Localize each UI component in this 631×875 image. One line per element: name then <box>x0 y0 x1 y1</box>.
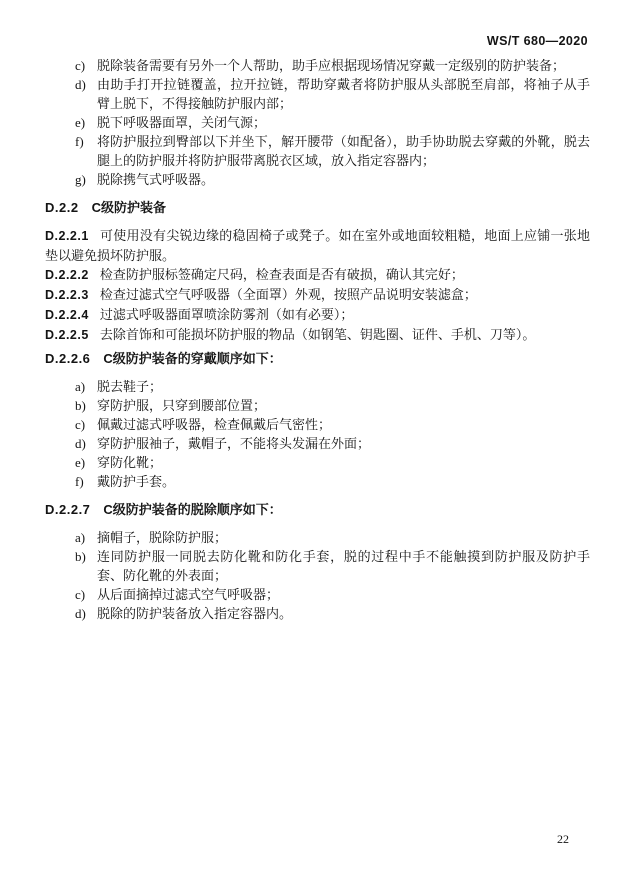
item-text: 由助手打开拉链覆盖，拉开拉链，帮助穿戴者将防护服从头部脱至肩部，将袖子从手臂上脱下，不得接触防护服内部； <box>97 77 590 111</box>
intro-doffing-list <box>45 56 590 189</box>
item-label: c) <box>75 417 86 432</box>
clause-text: 过滤式呼吸器面罩喷涂防雾剂（如有必要）； <box>99 307 354 322</box>
item-label: c) <box>75 587 86 602</box>
item-label: f) <box>75 474 84 489</box>
standard-code: WS/T 680—2020 <box>486 34 588 48</box>
donning-list <box>45 377 590 491</box>
doffing-section-heading <box>45 500 590 519</box>
item-label: b) <box>75 398 86 413</box>
section-number: D.2.2.6 <box>45 351 91 366</box>
item-text: 穿防护服，只穿到腰部位置； <box>97 398 267 413</box>
clause-text: 去除首饰和可能损坏防护服的物品（如钢笔、钥匙圈、证件、手机、刀等）。 <box>99 327 536 342</box>
list-item <box>45 377 590 396</box>
item-label: e) <box>75 115 86 130</box>
list-item <box>45 396 590 415</box>
list-item <box>45 528 590 547</box>
clause-number: D.2.2.3 <box>45 288 89 302</box>
item-text: 佩戴过滤式呼吸器，检查佩戴后气密性； <box>97 417 332 432</box>
item-text: 穿防化靴； <box>97 455 163 470</box>
item-label: a) <box>75 379 86 394</box>
clause-block <box>45 226 590 345</box>
clause <box>45 305 590 325</box>
clause-number: D.2.2.1 <box>45 229 89 243</box>
item-text: 从后面摘掉过滤式空气呼吸器； <box>97 587 280 602</box>
list-item <box>45 453 590 472</box>
item-text: 脱除装备需要有另外一个人帮助，助手应根据现场情况穿戴一定级别的防护装备； <box>97 58 566 73</box>
list-item <box>45 547 590 585</box>
list-item <box>45 604 590 623</box>
clause <box>45 325 590 345</box>
item-text: 脱除的防护装备放入指定容器内。 <box>97 606 293 621</box>
item-label: c) <box>75 58 86 73</box>
item-label: a) <box>75 530 86 545</box>
item-label: d) <box>75 436 86 451</box>
section-heading <box>45 198 590 217</box>
section-title: C级防护装备 <box>91 200 166 215</box>
clause-text: 检查过滤式空气呼吸器（全面罩）外观，按照产品说明安装滤盒； <box>99 287 477 302</box>
item-text: 摘帽子，脱除防护服； <box>97 530 228 545</box>
item-label: d) <box>75 77 86 92</box>
doffing-list <box>45 528 590 623</box>
list-item <box>45 113 590 132</box>
page-number: 22 <box>557 832 569 846</box>
item-label: f) <box>75 134 84 149</box>
list-item <box>45 56 590 75</box>
item-label: d) <box>75 606 86 621</box>
item-text: 脱去鞋子； <box>97 379 163 394</box>
clause-number: D.2.2.2 <box>45 268 89 282</box>
section-number: D.2.2.7 <box>45 502 91 517</box>
section-number: D.2.2 <box>45 200 79 215</box>
clause <box>45 285 590 305</box>
item-text: 脱除携气式呼吸器。 <box>97 172 215 187</box>
list-item <box>45 415 590 434</box>
list-item <box>45 472 590 491</box>
list-item <box>45 170 590 189</box>
item-label: b) <box>75 549 86 564</box>
section-title: C级防护装备的穿戴顺序如下： <box>103 351 282 366</box>
item-text: 穿防护服袖子，戴帽子，不能将头发漏在外面； <box>97 436 371 451</box>
item-text: 将防护服拉到臀部以下并坐下，解开腰带（如配备），助手协助脱去穿戴的外靴，脱去腿上的防护服并将防护服带离脱衣区域，放入指定容器内； <box>97 134 590 168</box>
list-item <box>45 585 590 604</box>
section-title: C级防护装备的脱除顺序如下： <box>103 502 282 517</box>
clause-text: 可使用没有尖锐边缘的稳固椅子或凳子。如在室外或地面较粗糙，地面上应铺一张地垫以避免损坏防护服。 <box>45 228 590 263</box>
list-item <box>45 132 590 170</box>
item-label: g) <box>75 172 86 187</box>
item-text: 连同防护服一同脱去防化靴和防化手套，脱的过程中手不能触摸到防护服及防护手套、防化靴的外表面； <box>97 549 590 583</box>
clause-text: 检查防护服标签确定尺码，检查表面是否有破损，确认其完好； <box>99 267 464 282</box>
donning-section-heading <box>45 349 590 368</box>
clause-number: D.2.2.4 <box>45 308 89 322</box>
page-content <box>45 56 590 632</box>
list-item <box>45 434 590 453</box>
clause <box>45 265 590 285</box>
item-text: 戴防护手套。 <box>97 474 176 489</box>
clause-number: D.2.2.5 <box>45 328 89 342</box>
item-text: 脱下呼吸器面罩，关闭气源； <box>97 115 267 130</box>
clause <box>45 226 590 265</box>
item-label: e) <box>75 455 86 470</box>
list-item <box>45 75 590 113</box>
